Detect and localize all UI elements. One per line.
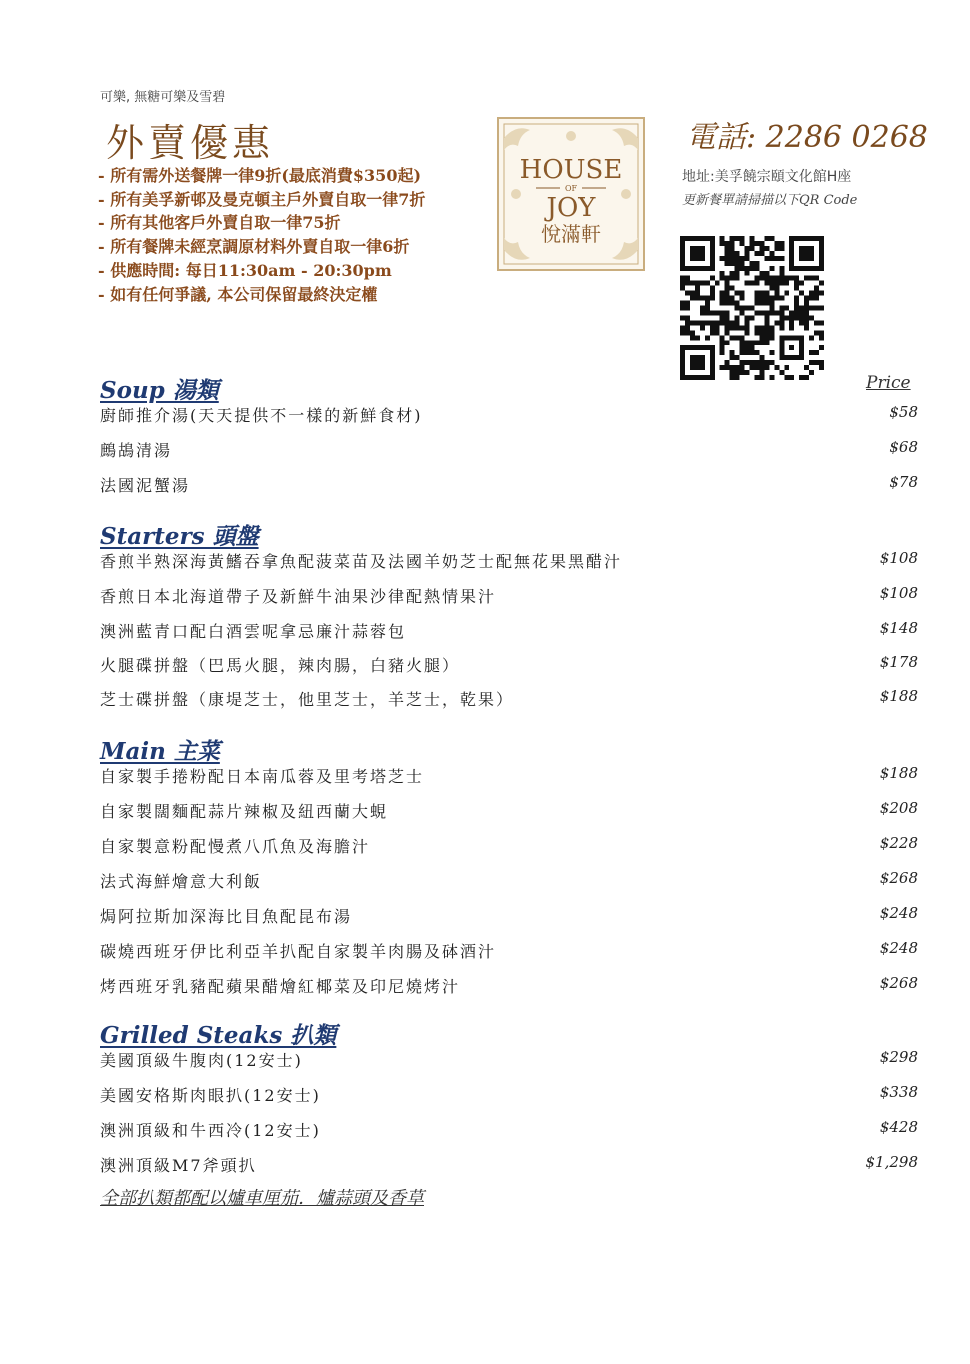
promo-item: - 所有需外送餐牌一律9折(最底消費$350起) (98, 166, 422, 185)
logo-line3: JOY (546, 193, 596, 223)
menu-item-name: 自家製意粉配慢煮八爪魚及海膽汁 (100, 837, 371, 856)
menu-item-price: $268 (879, 974, 918, 992)
menu-item-name: 澳洲藍青口配白酒雲呢拿忌廉汁蒜蓉包 (100, 622, 407, 641)
promo-item: - 如有任何爭議, 本公司保留最終決定權 (98, 284, 378, 304)
menu-item-name: 美國安格斯肉眼扒(12安士) (100, 1086, 321, 1105)
menu-item-price: $228 (879, 834, 918, 852)
menu-item-price: $178 (879, 653, 918, 671)
logo-chinese: 悅滿軒 (541, 222, 601, 246)
menu-item-name: 火腿碟拼盤（巴馬火腿，辣肉腸，白豬火腿） (100, 656, 461, 675)
menu-item-name: 鷓鴣清湯 (100, 441, 173, 460)
menu-item-price: $1,298 (865, 1153, 918, 1171)
menu-item-name: 碳燒西班牙伊比利亞羊扒配自家製羊肉腸及砵酒汁 (100, 942, 497, 961)
price-header: Price (866, 373, 911, 393)
promo-item: - 供應時間: 每日11:30am - 20:30pm (98, 260, 392, 280)
menu-item-price: $68 (889, 438, 918, 456)
menu-item-price: $108 (879, 584, 918, 602)
menu-item-price: $78 (889, 473, 918, 491)
promo-list (98, 164, 425, 306)
menu-item-name: 廚師推介湯(天天提供不一樣的新鮮食材) (100, 406, 423, 425)
menu-item-price: $428 (879, 1118, 918, 1136)
section-title-starters: Starters 頭盤 (100, 523, 259, 550)
menu-item-name: 烤西班牙乳豬配蘋果醋燴紅椰菜及印尼燒烤汁 (100, 977, 461, 996)
menu-item-name: 法國泥蟹湯 (100, 476, 191, 495)
menu-item-price: $58 (889, 403, 918, 421)
menu-item-name: 美國頂級牛腹肉(12安士) (100, 1051, 303, 1070)
promo-item: - 所有其他客戶外賣自取一律75折 (98, 213, 341, 233)
menu-item-price: $188 (879, 687, 918, 705)
promo-item: - 所有餐牌未經烹調原材料外賣自取一律6折 (98, 237, 410, 257)
section-title-soup: Soup 湯類 (100, 377, 219, 404)
menu-item-name: 香煎半熟深海黃鰭吞拿魚配菠菜苗及法國羊奶芝士配無花果黑醋汁 (100, 552, 623, 571)
menu-item-name: 自家製手捲粉配日本南瓜蓉及里考塔芝士 (100, 767, 425, 786)
menu-item-name: 焗阿拉斯加深海比目魚配昆布湯 (100, 907, 353, 926)
menu-item-price: $298 (879, 1048, 918, 1066)
menu-item-price: $248 (879, 939, 918, 957)
menu-item-price: $208 (879, 799, 918, 817)
top-note: 可樂, 無糖可樂及雪碧 (100, 90, 226, 105)
phone-number: 電話: 2286 0268 (686, 120, 928, 155)
menu-item-name: 法式海鮮燴意大利飯 (100, 872, 263, 891)
promo-item: - 所有美孚新邨及曼克頓主戶外賣自取一律7折 (98, 189, 426, 209)
menu-item-price: $248 (879, 904, 918, 922)
menu-item-price: $268 (879, 869, 918, 887)
footer-note: 全部扒類都配以爐車厘茄．爐蒜頭及香草 (100, 1188, 424, 1209)
menu-item-price: $188 (879, 764, 918, 782)
menu-item-price: $148 (879, 619, 918, 637)
logo-line1: HOUSE (519, 155, 623, 185)
qr-note: 更新餐單請掃描以下QR Code (682, 193, 858, 208)
menu-item-name: 澳洲頂級和牛西冷(12安士) (100, 1121, 321, 1140)
promo-title: 外賣優惠 (106, 121, 275, 165)
menu-item-name: 香煎日本北海道帶子及新鮮牛油果沙律配熱情果汁 (100, 587, 497, 606)
menu-item-name: 芝士碟拼盤（康堤芝士，他里芝士，羊芝士，乾果） (100, 690, 515, 709)
menu-item-price: $108 (879, 549, 918, 567)
menu-item-price: $338 (879, 1083, 918, 1101)
menu-item-name: 自家製闊麵配蒜片辣椒及紐西蘭大蜆 (100, 802, 389, 821)
section-title-main: Main 主菜 (100, 738, 220, 765)
address: 地址:美孚饒宗頤文化館H座 (682, 169, 852, 185)
section-title-grilled-steaks: Grilled Steaks 扒類 (100, 1022, 337, 1049)
logo-line2: OF (564, 184, 578, 193)
house-of-joy-logo (496, 116, 646, 272)
qr-code[interactable] (680, 236, 824, 380)
menu-item-name: 澳洲頂級M7斧頭扒 (100, 1156, 257, 1175)
